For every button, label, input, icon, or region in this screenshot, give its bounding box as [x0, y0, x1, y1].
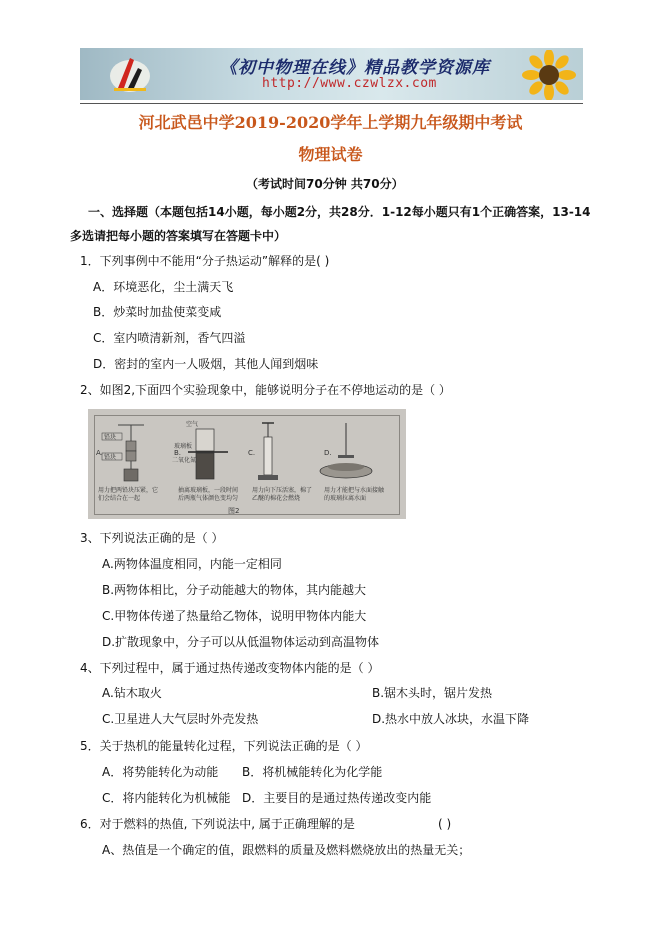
logo-icon: [108, 52, 152, 96]
banner-url: http://www.czwlzx.com: [262, 76, 437, 91]
figure-tag-air: 空气: [186, 421, 199, 428]
question-5-option-d: D．主要目的是通过热传递改变内能: [242, 791, 432, 805]
figure-tag-lead-2: 铅块: [104, 454, 117, 461]
banner-title: 《初中物理在线》精品教学资源库: [220, 58, 490, 78]
sunflower-icon: [521, 50, 577, 100]
question-3-stem: 3、下列说法正确的是（ ）: [80, 531, 224, 545]
question-5-option-a: A．将势能转化为动能: [102, 765, 219, 779]
figure-label-b: B.: [174, 449, 182, 457]
figure-2: [88, 409, 406, 519]
question-1-option-d: D．密封的室内一人吸烟，其他人闻到烟味: [93, 357, 319, 371]
figure-label-d: D.: [324, 449, 332, 457]
figure-caption-c: 用力向下压活塞，棉了乙醚的棉花会燃烧: [252, 487, 313, 502]
question-5-option-b: B．将机械能转化为化学能: [242, 765, 383, 779]
figure-caption-a: 用力把两铅块压紧，它们会结合在一起: [98, 487, 159, 502]
figure-tag-no2: 二氧化氮: [172, 457, 197, 464]
question-1-option-b: B．炒菜时加盐使菜变咸: [93, 305, 222, 319]
question-3-option-c: C.甲物体传递了热量给乙物体，说明甲物体内能大: [102, 609, 367, 623]
header-banner: [80, 48, 583, 100]
question-6-stem: 6．对于燃料的热值, 下列说法中, 属于正确理解的是: [80, 817, 355, 831]
exam-title: 河北武邑中学2019-2020学年上学期九年级期中考试: [138, 113, 523, 132]
figure-label-c: C.: [248, 449, 256, 457]
question-3-option-a: A.两物体温度相同，内能一定相同: [102, 557, 282, 571]
question-1-option-a: A．环境恶化，尘土满天飞: [93, 280, 234, 294]
figure-tag-glass: 玻璃板: [174, 443, 193, 450]
exam-subtitle: 物理试卷: [298, 145, 363, 164]
question-1-option-c: C．室内喷清新剂，香气四溢: [93, 331, 246, 345]
question-4-option-a: A.钻木取火: [102, 686, 162, 700]
figure-caption-b: 抽离玻璃板，一段时间后两瓶气体颜色变均匀: [178, 487, 239, 502]
section-heading-line2: 多选请把每小题的答案填写在答题卡中）: [70, 229, 287, 243]
question-5-option-c: C．将内能转化为机械能: [102, 791, 231, 805]
question-4-option-d: D.热水中放人冰块，水温下降: [372, 712, 530, 726]
section-heading-line1: 一、选择题（本题包括14小题，每小题2分，共28分．1-12每小题只有1个正确答案，13-14: [88, 205, 591, 219]
figure-tag-lead-1: 铅块: [104, 434, 117, 441]
question-3-option-d: D.扩散现象中，分子可以从低温物体运动到高温物体: [102, 635, 380, 649]
figure-label-a: A.: [96, 449, 103, 457]
figure-caption-d: 用力才能把与水面接触的玻璃拉离水面: [324, 487, 385, 502]
question-1-stem: 1．下列事例中不能用“分子热运动”解释的是( ): [80, 254, 330, 268]
question-4-option-c: C.卫星进人大气层时外壳发热: [102, 712, 259, 726]
question-4-option-b: B.锯木头时，锯片发热: [372, 686, 493, 700]
time-note: （考试时间70分钟 共70分）: [246, 177, 404, 191]
question-6-option-a: A、热值是一个确定的值，跟燃料的质量及燃料燃烧放出的热量无关；: [102, 843, 471, 857]
question-3-option-b: B.两物体相比，分子动能越大的物体，其内能越大: [102, 583, 367, 597]
figure-number: 图2: [228, 507, 240, 515]
question-6-bracket: ( ): [438, 817, 452, 831]
question-4-stem: 4、下列过程中，属于通过热传递改变物体内能的是（ ）: [80, 661, 380, 675]
question-2-stem: 2、如图2,下面四个实验现象中，能够说明分子在不停地运动的是（ ）: [80, 383, 451, 397]
header-rule: [80, 103, 583, 104]
question-5-stem: 5．关于热机的能量转化过程，下列说法正确的是（ ）: [80, 739, 368, 753]
